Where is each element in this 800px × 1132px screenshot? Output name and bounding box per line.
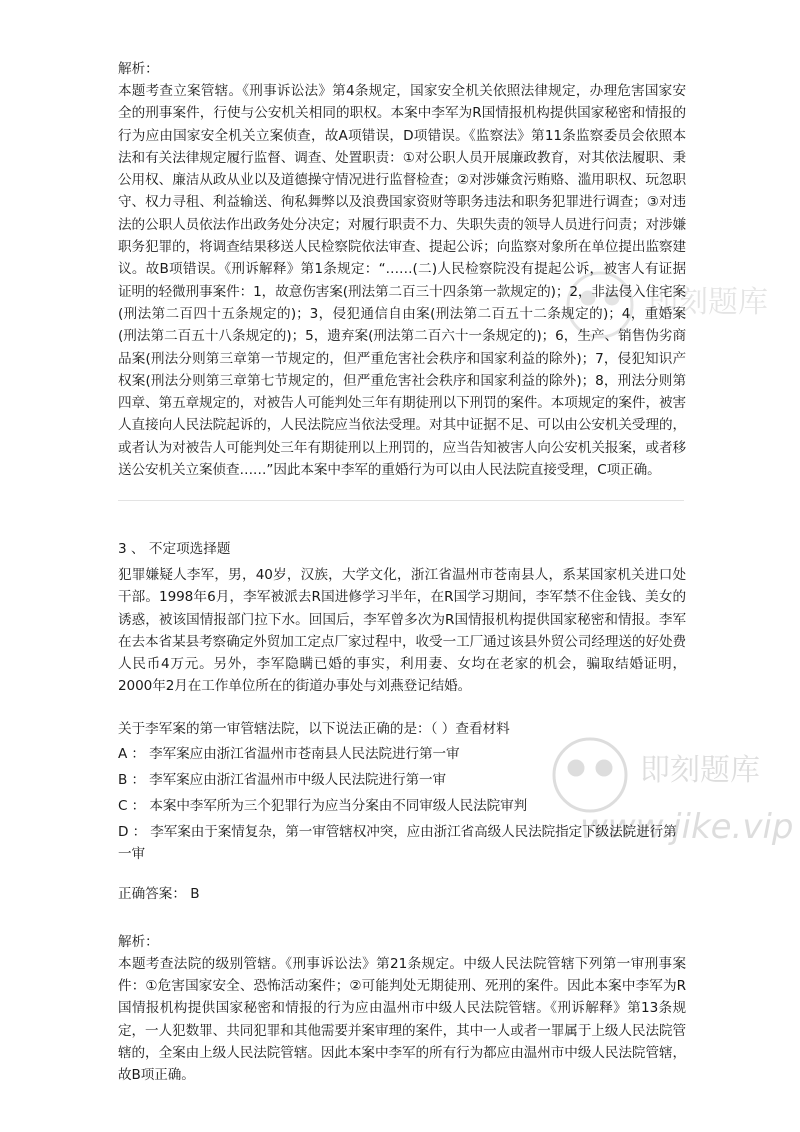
watermark-brand-top: 即刻题库 xyxy=(648,285,768,320)
analysis-label-2: 解析： xyxy=(118,933,159,950)
option-b[interactable]: B ： 李军案应由浙江省温州市中级人民法院进行第一审 xyxy=(118,771,447,788)
watermark-brand: 即刻题库 xyxy=(640,753,760,788)
answer-label: 正确答案： xyxy=(118,885,186,902)
analysis-text-2: 本题考查法院的级别管辖。《刑事诉讼法》第21条规定。中级人民法院管辖下列第一审刑事案件：①危害国家安全、恐怖活动案件；②可能判处无期徒刑、死刑的案件。因此本案中李军为R国情报机构提供国家秘密和情报的行为应由温州市中级人民法院管辖。《刑诉解释》第13条规定，一人犯数罪、共同犯罪和其他需要并案审理的案件，其中一人或者一罪属于上级人民法院管辖的，全案由上级人民法院管辖。因此本案中李军的所有行为都应由温州市中级人民法院管辖，故B项正确。 xyxy=(118,955,686,1084)
analysis-text: 本题考查立案管辖。《刑事诉讼法》第4条规定，国家安全机关依照法律规定，办理危害国家安全的刑事案件，行使与公安机关相同的职权。本案中李军为R国情报机构提供国家秘密和情报的行为应由国家安全机关立案侦查，故A项错误，D项错误。《监察法》第11条监察委员会依照本法和有关法律规定履行监督、调查、处置职责：①对公职人员开展廉政教育，对其依法履职、秉公用权、廉洁从政从业以及道德操守情况进行监督检查；②对涉嫌贪污贿赂、滥用职权、玩忽职守、权力寻租、利益输送、徇私舞弊以及浪费国家资财等职务违法和职务犯罪进行调查；③对违法的公职人员依法作出政务处分决定；对履行职责不力、失职失责的领导人员进行问责；对涉嫌职务犯罪的，将调查结果移送人民检察院依法审查、提起公诉；向监察对象所在单位提出监察建议。故B项错误。《刑诉解释》第1条规定：“……(二)人民检察院没有提起公诉，被害人有证据证明的轻微刑事案件：1，故意伤害案(刑法第二百三十四条第一款规定的)；2，非法侵入住宅案(刑法第二百四十五条规定的)；3，侵犯通信自由案(刑法第二百五十二条规定的)；4，重婚案(刑法第二百五十八条规定的)；5，遗弃案(刑法第二百六十一条规定的)；6，生产、销售伪劣商品案(刑法分则第三章第一节规定的，但严重危害社会秩序和国家利益的除外)；7，侵犯知识产权案(刑法分则第三章第七节规定的，但严重危害社会秩序和国家利益的除外)；8，刑法分则第四章、第五章规定的，对被告人可能判处三年有期徒刑以下刑罚的案件。本项规定的案件，被害人直接向人民法院起诉的，人民法院应当依法受理。对其中证据不足、可以由公安机关受理的，或者认为对被告人可能判处三年有期徒刑以上刑罚的，应当告知被害人向公安机关报案，或者移送公安机关立案侦查……”因此本案中李军的重婚行为可以由人民法院直接受理，C项正确。 xyxy=(118,83,686,479)
case-material: 犯罪嫌疑人李军，男，40岁，汉族，大学文化，浙江省温州市苍南县人，系某国家机关进口处干部。1998年6月，李军被派去R国进修学习半年，在R国学习期间，李军禁不住金钱、美女的诱惑，被该国情报部门拉下水。回国后，李军曾多次为R国情报机构提供国家秘密和情报。李军在去本省某县考察确定外贸加工定点厂家过程中，收受一工厂通过该县外贸公司经理送的好处费人民币4万元。另外，李军隐瞒已婚的事实，利用妻、女均在老家的机会，骗取结婚证明，2000年2月在工作单位所在的街道办事处与刘燕登记结婚。 xyxy=(118,567,686,695)
section-divider xyxy=(118,500,684,501)
watermark-url: www.jike.vip xyxy=(580,807,794,847)
answer-value: B xyxy=(190,885,200,902)
question-stem: 关于李军案的第一审管辖法院，以下说法正确的是：（ ）查看材料 xyxy=(118,720,510,737)
option-a[interactable]: A ： 李军案应由浙江省温州市苍南县人民法院进行第一审 xyxy=(118,745,460,762)
analysis-label: 解析： xyxy=(118,61,159,77)
analysis-block-1 xyxy=(118,58,686,481)
correct-answer xyxy=(118,883,686,905)
option-c[interactable]: C ： 本案中李军所为三个犯罪行为应当分案由不同审级人民法院审判 xyxy=(118,797,528,814)
option-d[interactable]: D ： 李军案由于案情复杂，第一审管辖权冲突，应由浙江省高级人民法院指定下级法院进行第一审 xyxy=(118,823,677,862)
question-block xyxy=(118,538,686,1087)
section-title: 3 、 不定项选择题 xyxy=(118,541,231,557)
